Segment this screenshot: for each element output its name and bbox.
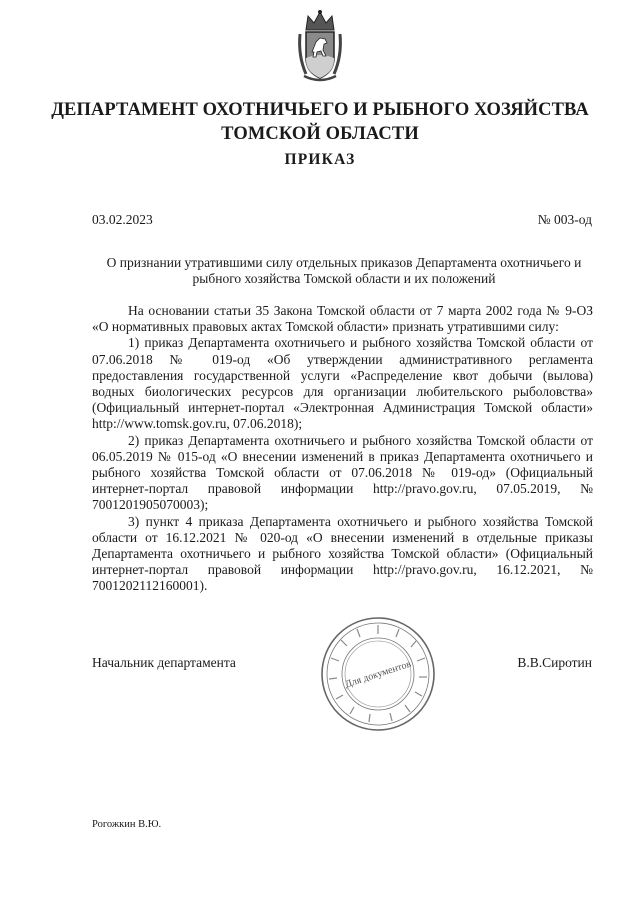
body-item-1: 1) приказ Департамента охотничьего и рыбного хозяйства Томской области от 07.06.2018 № 019-од «Об утверждении административного регламента предоставления государственной услуги «Распределение квот добычи (вылова) водных биологических ресурсов для организации любительского рыболовства» (Официальный интернет-портал «Электронная Администрация Томской области» http://www.tomsk.gov.ru, 07.06.2018);: [92, 335, 593, 432]
stamp-text: Для документов: [343, 658, 413, 691]
document-type-title: ПРИКАЗ: [284, 151, 356, 168]
signer-name: В.В.Сиротин: [517, 655, 592, 670]
body-item-3: 3) пункт 4 приказа Департамента охотничьего и рыбного хозяйства Томской области от 16.12.2021 № 020-од «О внесении изменений в отдельные приказы Департамента охотничьего и рыбного хозяйства Томской области» (Официальный интернет-портал правовой информации http://pravo.gov.ru, 16.12.2021, № 7001202112160001).: [92, 513, 593, 594]
department-name-line-2: ТОМСКОЙ ОБЛАСТИ: [221, 124, 419, 144]
body-intro-paragraph: На основании статьи 35 Закона Томской области от 7 марта 2002 года № 9-ОЗ «О нормативных правовых актах Томской области» признать утратившими силу:: [92, 303, 593, 335]
round-seal-stamp-icon: [319, 615, 437, 733]
department-name-line-1: ДЕПАРТАМЕНТ ОХОТНИЧЬЕГО И РЫБНОГО ХОЗЯЙСТВА: [51, 100, 589, 120]
order-body: [92, 303, 593, 595]
signer-position: Начальник департамента: [92, 655, 236, 670]
tomsk-region-coat-of-arms-icon: [296, 8, 344, 84]
body-item-2: 2) приказ Департамента охотничьего и рыбного хозяйства Томской области от 06.05.2019 № 015-од «О внесении изменений в приказ Департамента охотничьего и рыбного хозяйства Томской области от 07.06.2018 № 019-од» (Официальный интернет-портал правовой информации http://pravo.gov.ru, 07.05.2019, № 7001201905070003);: [92, 432, 593, 513]
order-number: № 003-од: [537, 212, 592, 227]
executor-name: Рогожкин В.Ю.: [92, 819, 162, 830]
order-subject: О признании утратившими силу отдельных приказов Департамента охотничьего и рыбного хозяйства Томской области и их положений: [106, 255, 582, 286]
order-date: 03.02.2023: [92, 212, 153, 227]
